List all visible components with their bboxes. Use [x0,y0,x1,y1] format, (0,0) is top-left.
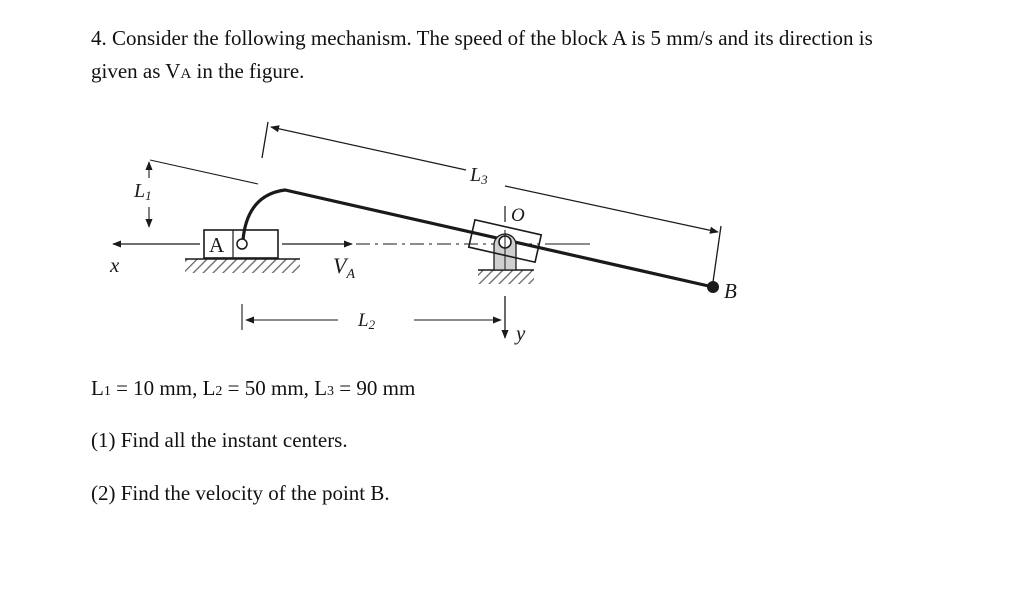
question-2 [91,477,390,510]
problem-line-2-sub: A [180,66,192,82]
given-l3-letter: L [314,376,328,400]
problem-line-2-suffix: in the figure. [191,59,305,83]
givens-line [91,372,415,408]
l3-arrow-left [271,127,466,170]
given-l2-sub: 2 [215,384,223,399]
question-1-text: (1) Find all the instant centers. [91,428,348,452]
l1-dimension [149,160,258,227]
label-l2: L2 [358,310,376,332]
label-x: x [110,253,120,277]
pin-a [237,239,247,249]
l3-arrow-right [505,186,718,232]
ground-a [185,259,300,273]
point-b [707,281,719,293]
problem-line-1-text: 4. Consider the following mechanism. The speed of the block A is 5 mm/s and its direction is [91,26,873,50]
label-l3: L3 [470,164,488,187]
given-l3-value: = 90 mm [334,376,416,400]
label-y: y [516,321,526,345]
label-l1: L1 [134,180,152,203]
given-l3-sub: 3 [327,384,335,399]
l1-extension-top [150,160,258,184]
l3-extension-left [262,122,268,158]
given-l2-letter: L [202,376,216,400]
given-l1-value: = 10 mm, [110,376,203,400]
given-l1-letter: L [91,376,104,400]
given-l2-value: = 50 mm, [222,376,315,400]
label-o: O [511,205,525,226]
label-b: B [724,279,737,303]
label-a: A [209,233,225,257]
given-l1-sub: 1 [103,384,111,399]
question-2-text: (2) Find the velocity of the point B. [91,481,390,505]
problem-line-2-prefix: given as V [91,59,181,83]
question-1 [91,424,348,457]
ground-o [478,270,534,284]
label-va: $V_A$ [333,253,356,282]
l3-extension-right [713,226,721,282]
